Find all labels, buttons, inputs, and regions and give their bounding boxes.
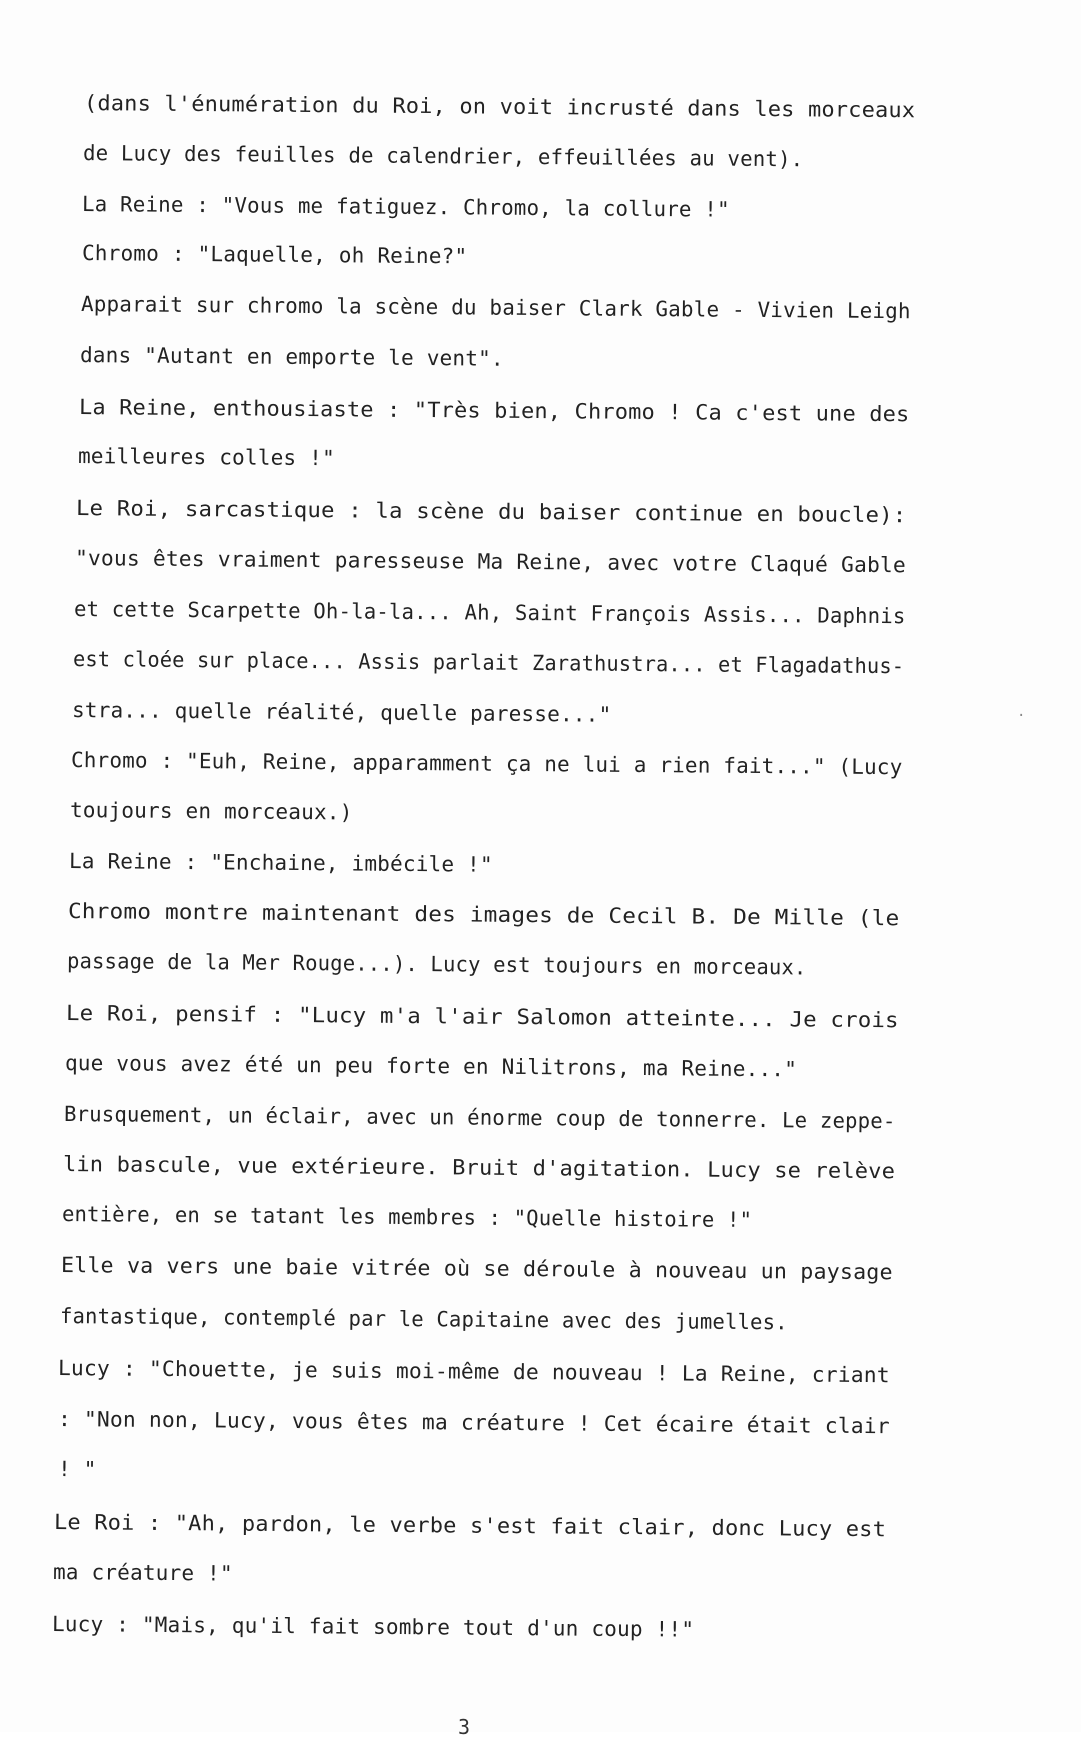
text-line: Lucy : "Chouette, je suis moi-même de nouveau ! La Reine, criant [57,1356,890,1388]
text-line: Lucy : "Mais, qu'il fait sombre tout d'un coup !!" [51,1612,695,1642]
text-line: meilleures colles !" [77,444,335,471]
scan-speck: · [1017,708,1026,724]
text-line: La Reine : "Enchaine, imbécile !" [68,849,493,877]
text-line: Le Roi, sarcastique : la scène du baiser continue en boucle): [75,496,907,528]
text-line: Chromo : "Laquelle, oh Reine?" [81,241,468,269]
text-line: stra... quelle réalité, quelle paresse..." [71,698,612,727]
text-line: fantastique, contemplé par le Capitaine avec des jumelles. [59,1304,788,1335]
text-line: passage de la Mer Rouge...). Lucy est toujours en morceaux. [66,949,807,980]
text-line: dans "Autant en emporte le vent". [79,343,504,371]
text-line: Apparait sur chromo la scène du baiser Clark Gable - Vivien Leigh [80,292,911,324]
text-line: La Reine : "Vous me fatiguez. Chromo, la collure !" [81,192,730,222]
text-line: Chromo : "Euh, Reine, apparamment ça ne lui a rien fait..." (Lucy [70,748,903,780]
text-line: "vous êtes vraiment paresseuse Ma Reine, avec votre Claqué Gable [74,546,907,578]
text-line: Le Roi, pensif : "Lucy m'a l'air Salomon atteinte... Je crois [65,1001,899,1033]
text-line: toujours en morceaux.) [69,798,353,825]
text-line: : "Non non, Lucy, vous êtes ma créature ! Cet écaire était clair [57,1407,890,1439]
text-line: ma créature !" [52,1560,233,1586]
text-line: est cloée sur place... Assis parlait Zarathustra... et Flagadathus- [72,647,905,679]
text-line: ! " [57,1457,97,1482]
text-line: (dans l'énumération du Roi, on voit incrusté dans les morceaux [83,91,916,123]
page-number: 3 [458,1715,471,1739]
text-line: et cette Scarpette Oh-la-la... Ah, Saint François Assis... Daphnis [73,597,906,629]
text-line: Le Roi : "Ah, pardon, le verbe s'est fait clair, donc Lucy est [53,1510,887,1542]
text-line: lin bascule, vue extérieure. Bruit d'agitation. Lucy se relève [62,1152,896,1184]
text-line: de Lucy des feuilles de calendrier, effeuillées au vent). [82,141,804,172]
text-line: Chromo montre maintenant des images de Cecil B. De Mille (le [67,899,900,931]
text-line: Elle va vers une baie vitrée où se déroule à nouveau un paysage [60,1253,893,1285]
text-line: que vous avez été un peu forte en Nilitrons, ma Reine..." [64,1051,798,1082]
text-line: Brusquement, un éclair, avec un énorme coup de tonnerre. Le zeppe- [63,1102,896,1134]
text-line: La Reine, enthousiaste : "Très bien, Chromo ! Ca c'est une des [78,395,910,427]
text-line: entière, en se tatant les membres : "Quelle histoire !" [61,1202,753,1233]
